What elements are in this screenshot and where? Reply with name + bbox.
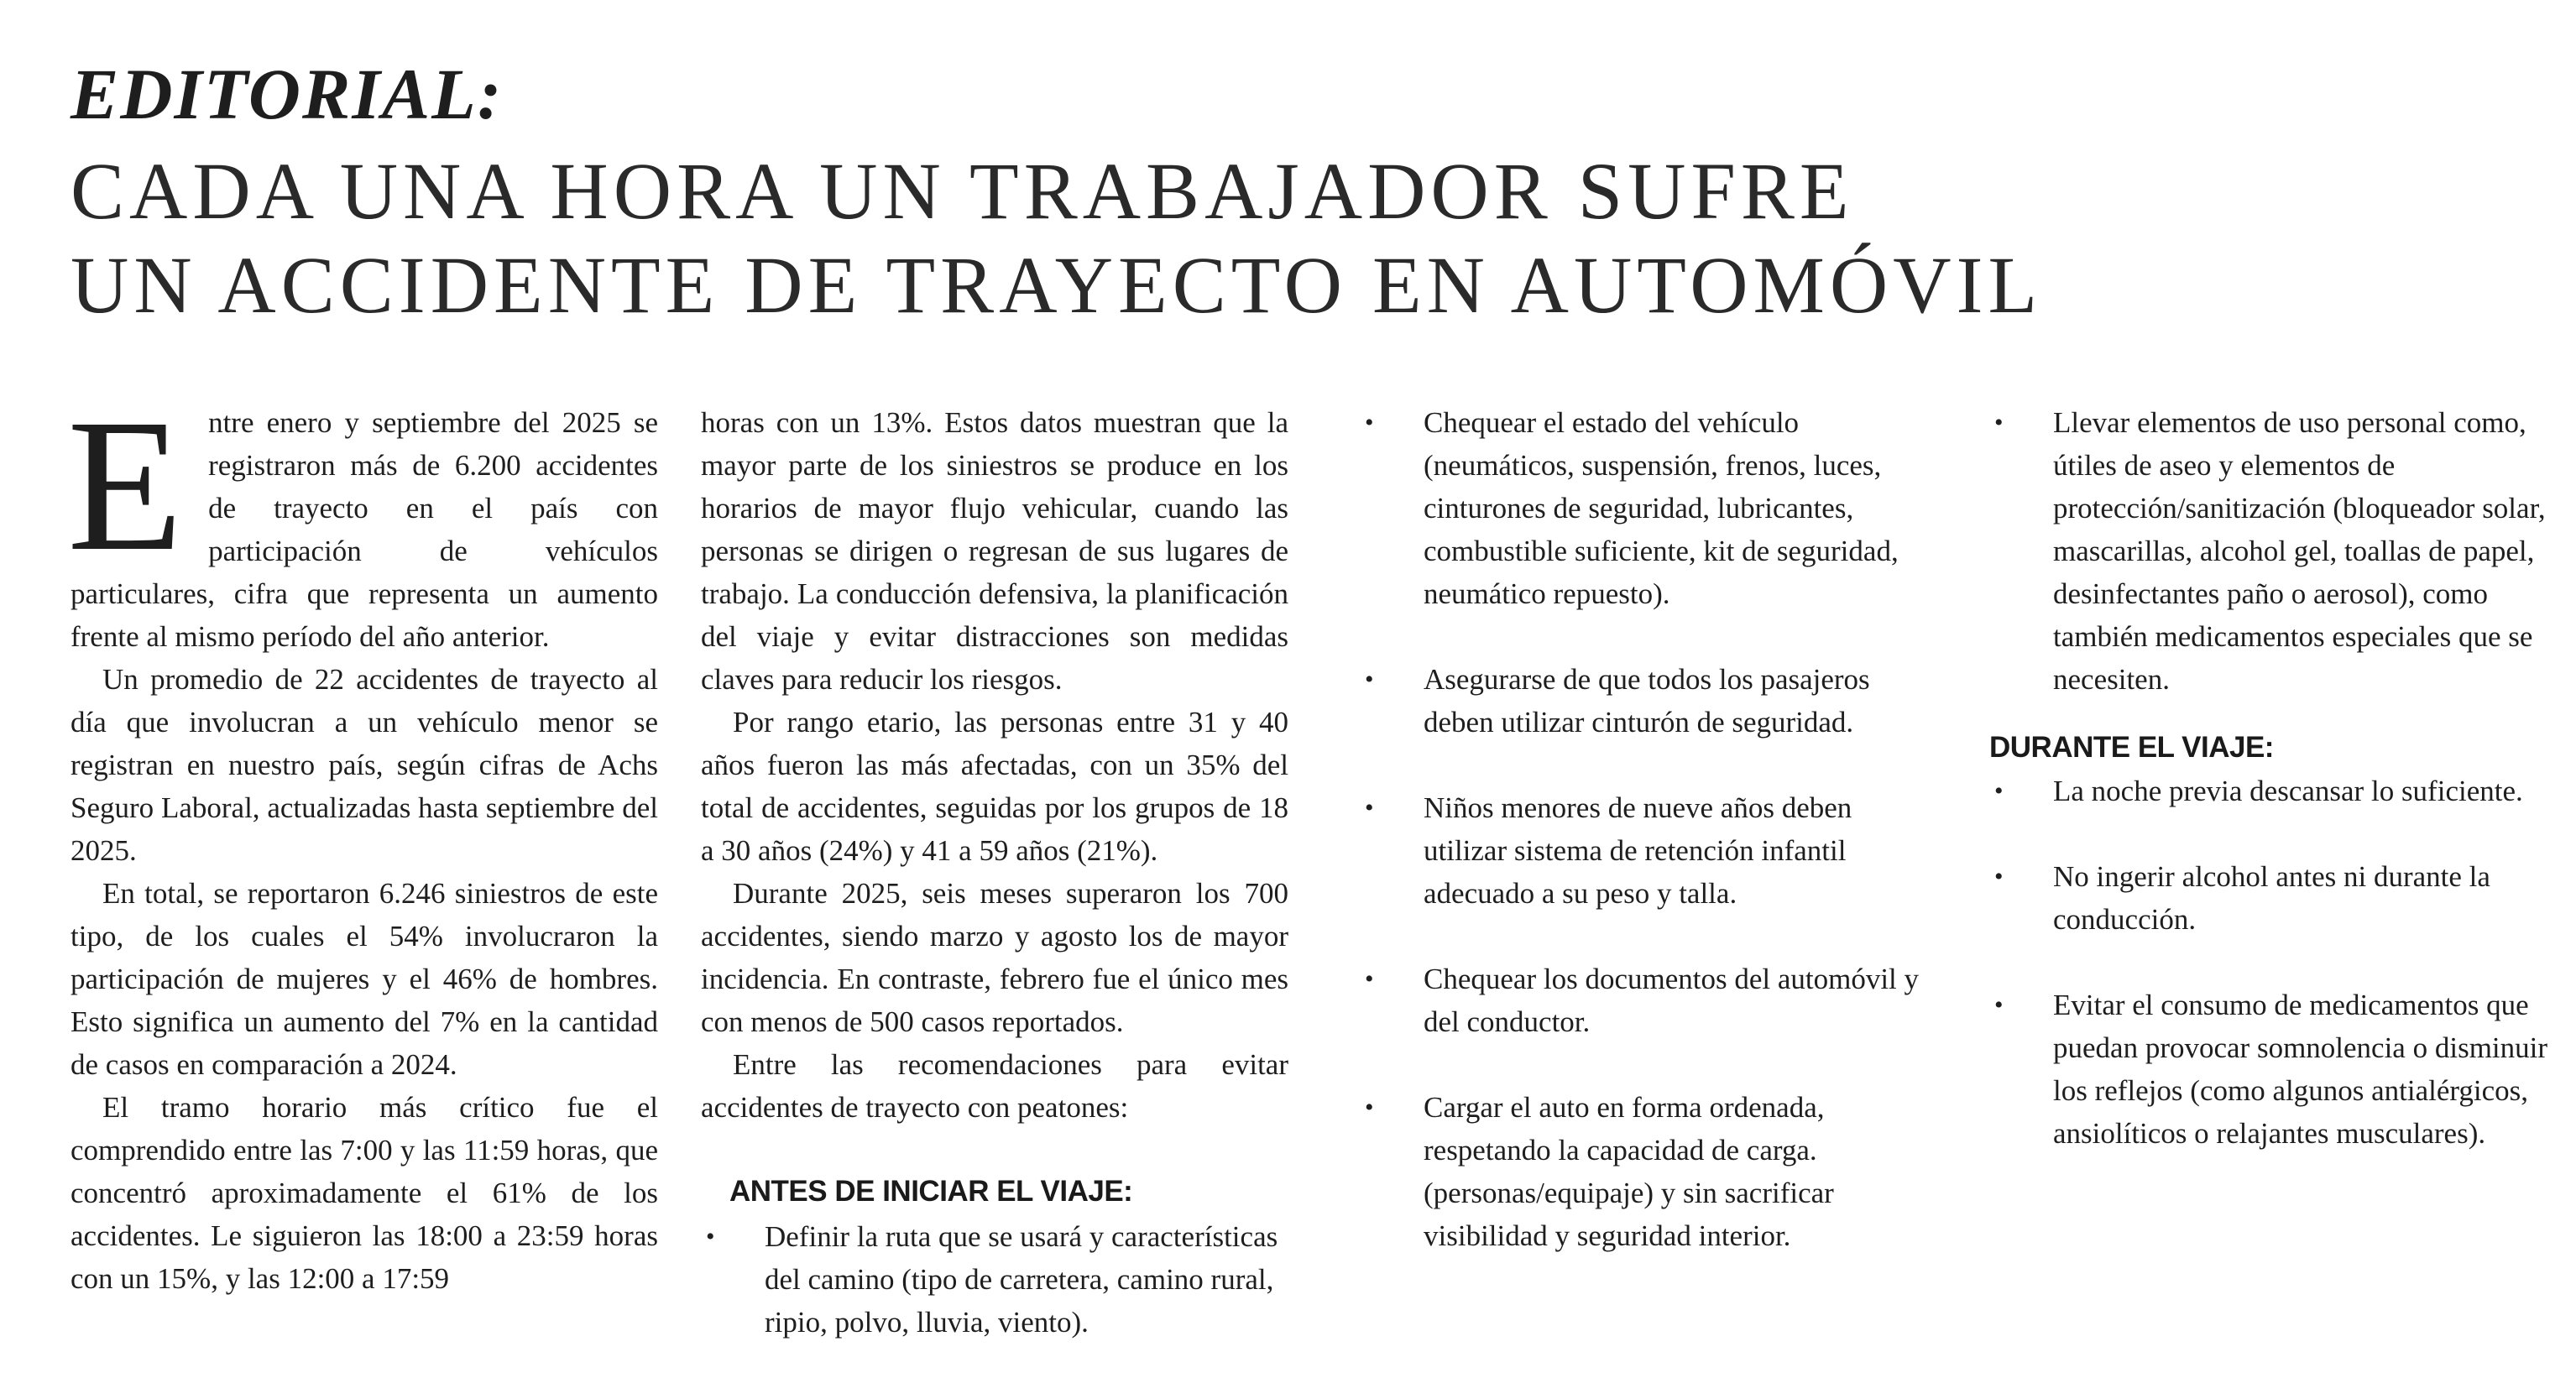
paragraph: En total, se reportaron 6.246 siniestros de este tipo, de los cuales el 54% involucraron la participación de mujeres y el 46% de hombres. Esto significa un aumento del 7% en la cantidad de casos en comparación a 2024. [71,877,658,1081]
list-item: • Asegurarse de que todos los pasajeros deben utilizar cinturón de seguridad. [1360,658,1931,744]
list-item: • Chequear el estado del vehículo (neumáticos, suspensión, frenos, luces, cinturones de seguridad, lubricantes, combustible suficiente, kit de seguridad, neumático repuesto). [1360,401,1931,615]
bullet-icon: • [1994,777,2004,805]
paragraph: horas con un 13%. Estos datos muestran que la mayor parte de los siniestros se produce en los horarios de mayor flujo vehicular, cuando las personas se dirigen o regresan de sus lugares de trabajo. La conducción defensiva, la planificación del viaje y evitar distracciones son medidas claves para reducir los riesgos. [701,406,1288,696]
intro-text: ntre enero y septiembre del 2025 se registraron más de 6.200 accidentes de trayecto en el país con participación de vehículos particulares, cifra que representa un aumento frente al mismo período del año anterior. [71,406,658,653]
paragraph: Un promedio de 22 accidentes de trayecto al día que involucran a un vehículo menor se registran en nuestro país, según cifras de Achs Seguro Laboral, actualizadas hasta septiembre del 2025. [71,663,658,867]
bullet-icon: • [1365,409,1374,436]
bullet-icon: • [1994,991,2004,1019]
article-column-2 [701,401,1288,1344]
article-column-3 [1360,401,1931,1300]
article-column-4 [1989,401,2552,1198]
list-item: • Cargar el auto en forma ordenada, respetando la capacidad de carga. (personas/equipaje) y sin sacrificar visibilidad y seguridad interior. [1360,1086,1931,1257]
headline-line-2: UN ACCIDENTE DE TRAYECTO EN AUTOMÓVIL [71,240,2043,330]
bullet-list [1989,770,2552,1155]
list-item: • La noche previa descansar lo suficiente. [1989,770,2552,812]
drop-cap: E [67,380,184,590]
list-item: • Chequear los documentos del automóvil y del conductor. [1360,958,1931,1043]
bullet-list [1360,401,1931,1257]
bullet-list [701,1215,1288,1344]
list-item: • Definir la ruta que se usará y características del camino (tipo de carretera, camino rural, ripio, polvo, lluvia, viento). [701,1215,1288,1344]
bullet-icon: • [1994,863,2004,890]
paragraph: Por rango etario, las personas entre 31 y 40 años fueron las más afectadas, con un 35% del total de accidentes, seguidas por los grupos de 18 a 30 años (24%) y 41 a 59 años (21%). [701,706,1288,867]
bullet-icon: • [1365,794,1374,822]
bullet-icon: • [1365,1094,1374,1121]
list-item: • Llevar elementos de uso personal como, útiles de aseo y elementos de protección/sanitización (bloqueador solar, mascarillas, alcohol gel, toallas de papel, desinfectantes paño o aerosol), como también medicamentos especiales que se necesiten. [1989,401,2552,701]
list-item: • No ingerir alcohol antes ni durante la conducción. [1989,855,2552,941]
bullet-list [1989,401,2552,701]
bullet-icon: • [1365,666,1374,693]
headline [71,144,2042,332]
list-item: • Niños menores de nueve años deben utilizar sistema de retención infantil adecuado a su peso y talla. [1360,786,1931,915]
article-column-1 [67,380,658,1300]
paragraph: Entre las recomendaciones para evitar accidentes de trayecto con peatones: [701,1048,1288,1124]
bullet-icon: • [706,1223,715,1250]
paragraph: Durante 2025, seis meses superaron los 700 accidentes, siendo marzo y agosto los de mayor incidencia. En contraste, febrero fue el único mes con menos de 500 casos reportados. [701,877,1288,1038]
list-item: • Evitar el consumo de medicamentos que puedan provocar somnolencia o disminuir los reflejos (como algunos antialérgicos, ansiolíticos o relajantes musculares). [1989,984,2552,1155]
bullet-icon: • [1365,965,1374,993]
bullet-icon: • [1994,409,2004,436]
intro-paragraph [67,380,658,658]
subhead-during-trip: DURANTE EL VIAJE: [1989,731,2274,764]
section-kicker: EDITORIAL: [71,54,504,134]
subhead-before-trip: ANTES DE INICIAR EL VIAJE: [729,1175,1133,1208]
paragraph: El tramo horario más crítico fue el comprendido entre las 7:00 y las 11:59 horas, que concentró aproximadamente el 61% de los accidentes. Le siguieron las 18:00 a 23:59 horas con un 15%, y las 12:00 a 17:59 [71,1091,658,1295]
headline-line-1: CADA UNA HORA UN TRABAJADOR SUFRE [71,146,1854,236]
